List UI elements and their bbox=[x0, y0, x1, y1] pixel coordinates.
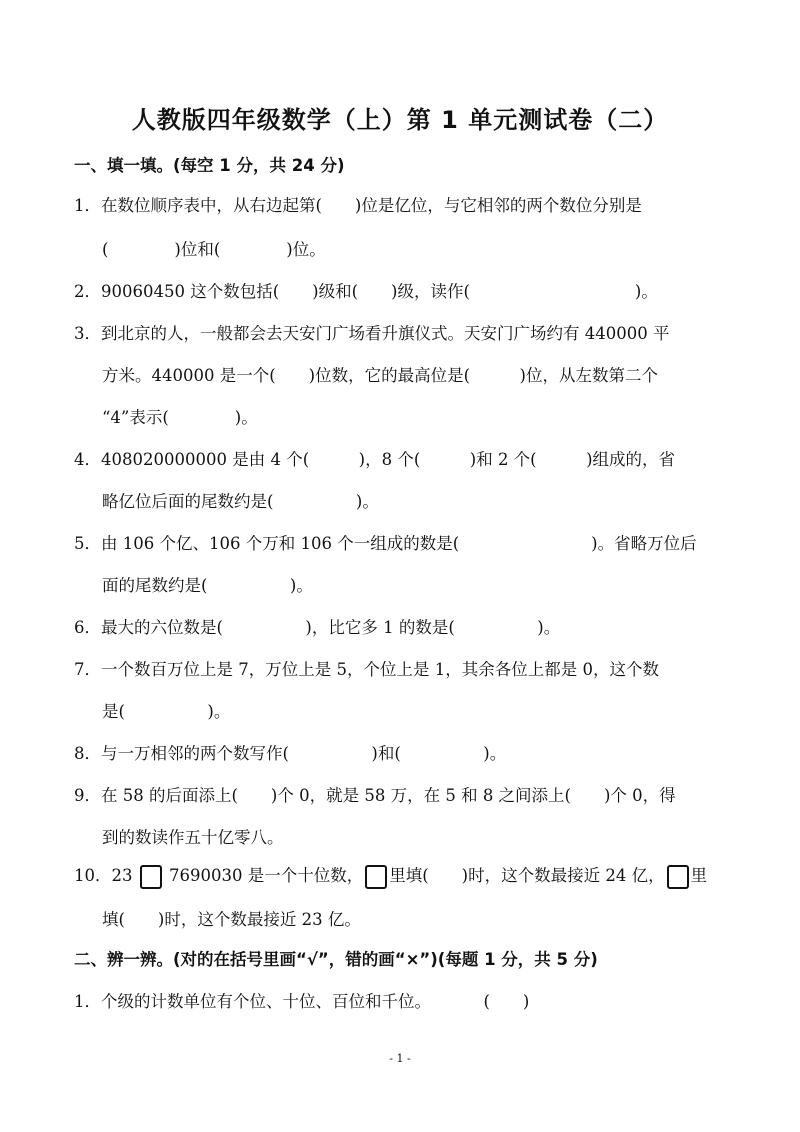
question-10-part-1: 10．23 bbox=[74, 866, 133, 885]
question-6-line-1: 6．最大的六位数是( )，比它多 1 的数是( )。 bbox=[74, 618, 561, 637]
question-10-line-1 bbox=[74, 862, 707, 889]
tf-question-1-text: 1．个级的计数单位有个位、十位、百位和千位。 bbox=[74, 992, 431, 1011]
question-9-line-1: 9．在 58 的后面添上( )个 0，就是 58 万，在 5 和 8 之间添上( )个 0，得 bbox=[74, 786, 676, 805]
page-number: - 1 - bbox=[389, 1052, 411, 1065]
question-5-line-2: 面的尾数约是( )。 bbox=[102, 576, 313, 595]
question-2-line-1: 2．90060450 这个数包括( )级和( )级，读作( )。 bbox=[74, 282, 658, 301]
question-1-line-2: ( )位和( )位。 bbox=[102, 240, 326, 259]
question-10-line-2: 填( )时，这个数最接近 23 亿。 bbox=[102, 910, 361, 929]
tf-answer-parentheses[interactable]: ( ) bbox=[483, 992, 530, 1011]
answer-box-2[interactable] bbox=[365, 865, 387, 889]
question-5-line-1: 5．由 106 个亿、106 个万和 106 个一组成的数是( )。省略万位后 bbox=[74, 534, 697, 553]
question-3-line-2: 方米。440000 是一个( )位数，它的最高位是( )位，从左数第二个 bbox=[102, 366, 658, 385]
question-10-part-2: 7690030 是一个十位数， bbox=[169, 866, 364, 885]
question-3-line-1: 3．到北京的人，一般都会去天安门广场看升旗仪式。天安门广场约有 440000 平 bbox=[74, 324, 670, 343]
question-8-line-1: 8．与一万相邻的两个数写作( )和( )。 bbox=[74, 744, 507, 763]
question-10-part-4: 里 bbox=[690, 866, 708, 885]
question-4-line-1: 4．408020000000 是由 4 个( )，8 个( )和 2 个( )组成的，省 bbox=[74, 450, 676, 469]
question-7-line-2: 是( )。 bbox=[102, 702, 231, 721]
page-title: 人教版四年级数学（上）第 1 单元测试卷（二） bbox=[131, 106, 669, 134]
question-1-line-1: 1．在数位顺序表中，从右边起第( )位是亿位，与它相邻的两个数位分别是 bbox=[74, 196, 642, 215]
question-3-line-3: “4”表示( )。 bbox=[102, 408, 258, 427]
question-10-part-3: 里填( )时，这个数最接近 24 亿， bbox=[389, 866, 665, 885]
answer-box-1[interactable] bbox=[140, 865, 162, 889]
section-heading-true-false: 二、辨一辨。(对的在括号里画“√”，错的画“×”)(每题 1 分，共 5 分) bbox=[74, 950, 598, 969]
tf-question-1 bbox=[74, 988, 529, 1012]
section-heading-fill-in: 一、填一填。(每空 1 分，共 24 分) bbox=[74, 156, 345, 175]
answer-box-3[interactable] bbox=[667, 865, 689, 889]
question-7-line-1: 7．一个数百万位上是 7，万位上是 5，个位上是 1，其余各位上都是 0，这个数 bbox=[74, 660, 659, 679]
question-9-line-2: 到的数读作五十亿零八。 bbox=[102, 828, 284, 847]
question-4-line-2: 略亿位后面的尾数约是( )。 bbox=[102, 492, 379, 511]
